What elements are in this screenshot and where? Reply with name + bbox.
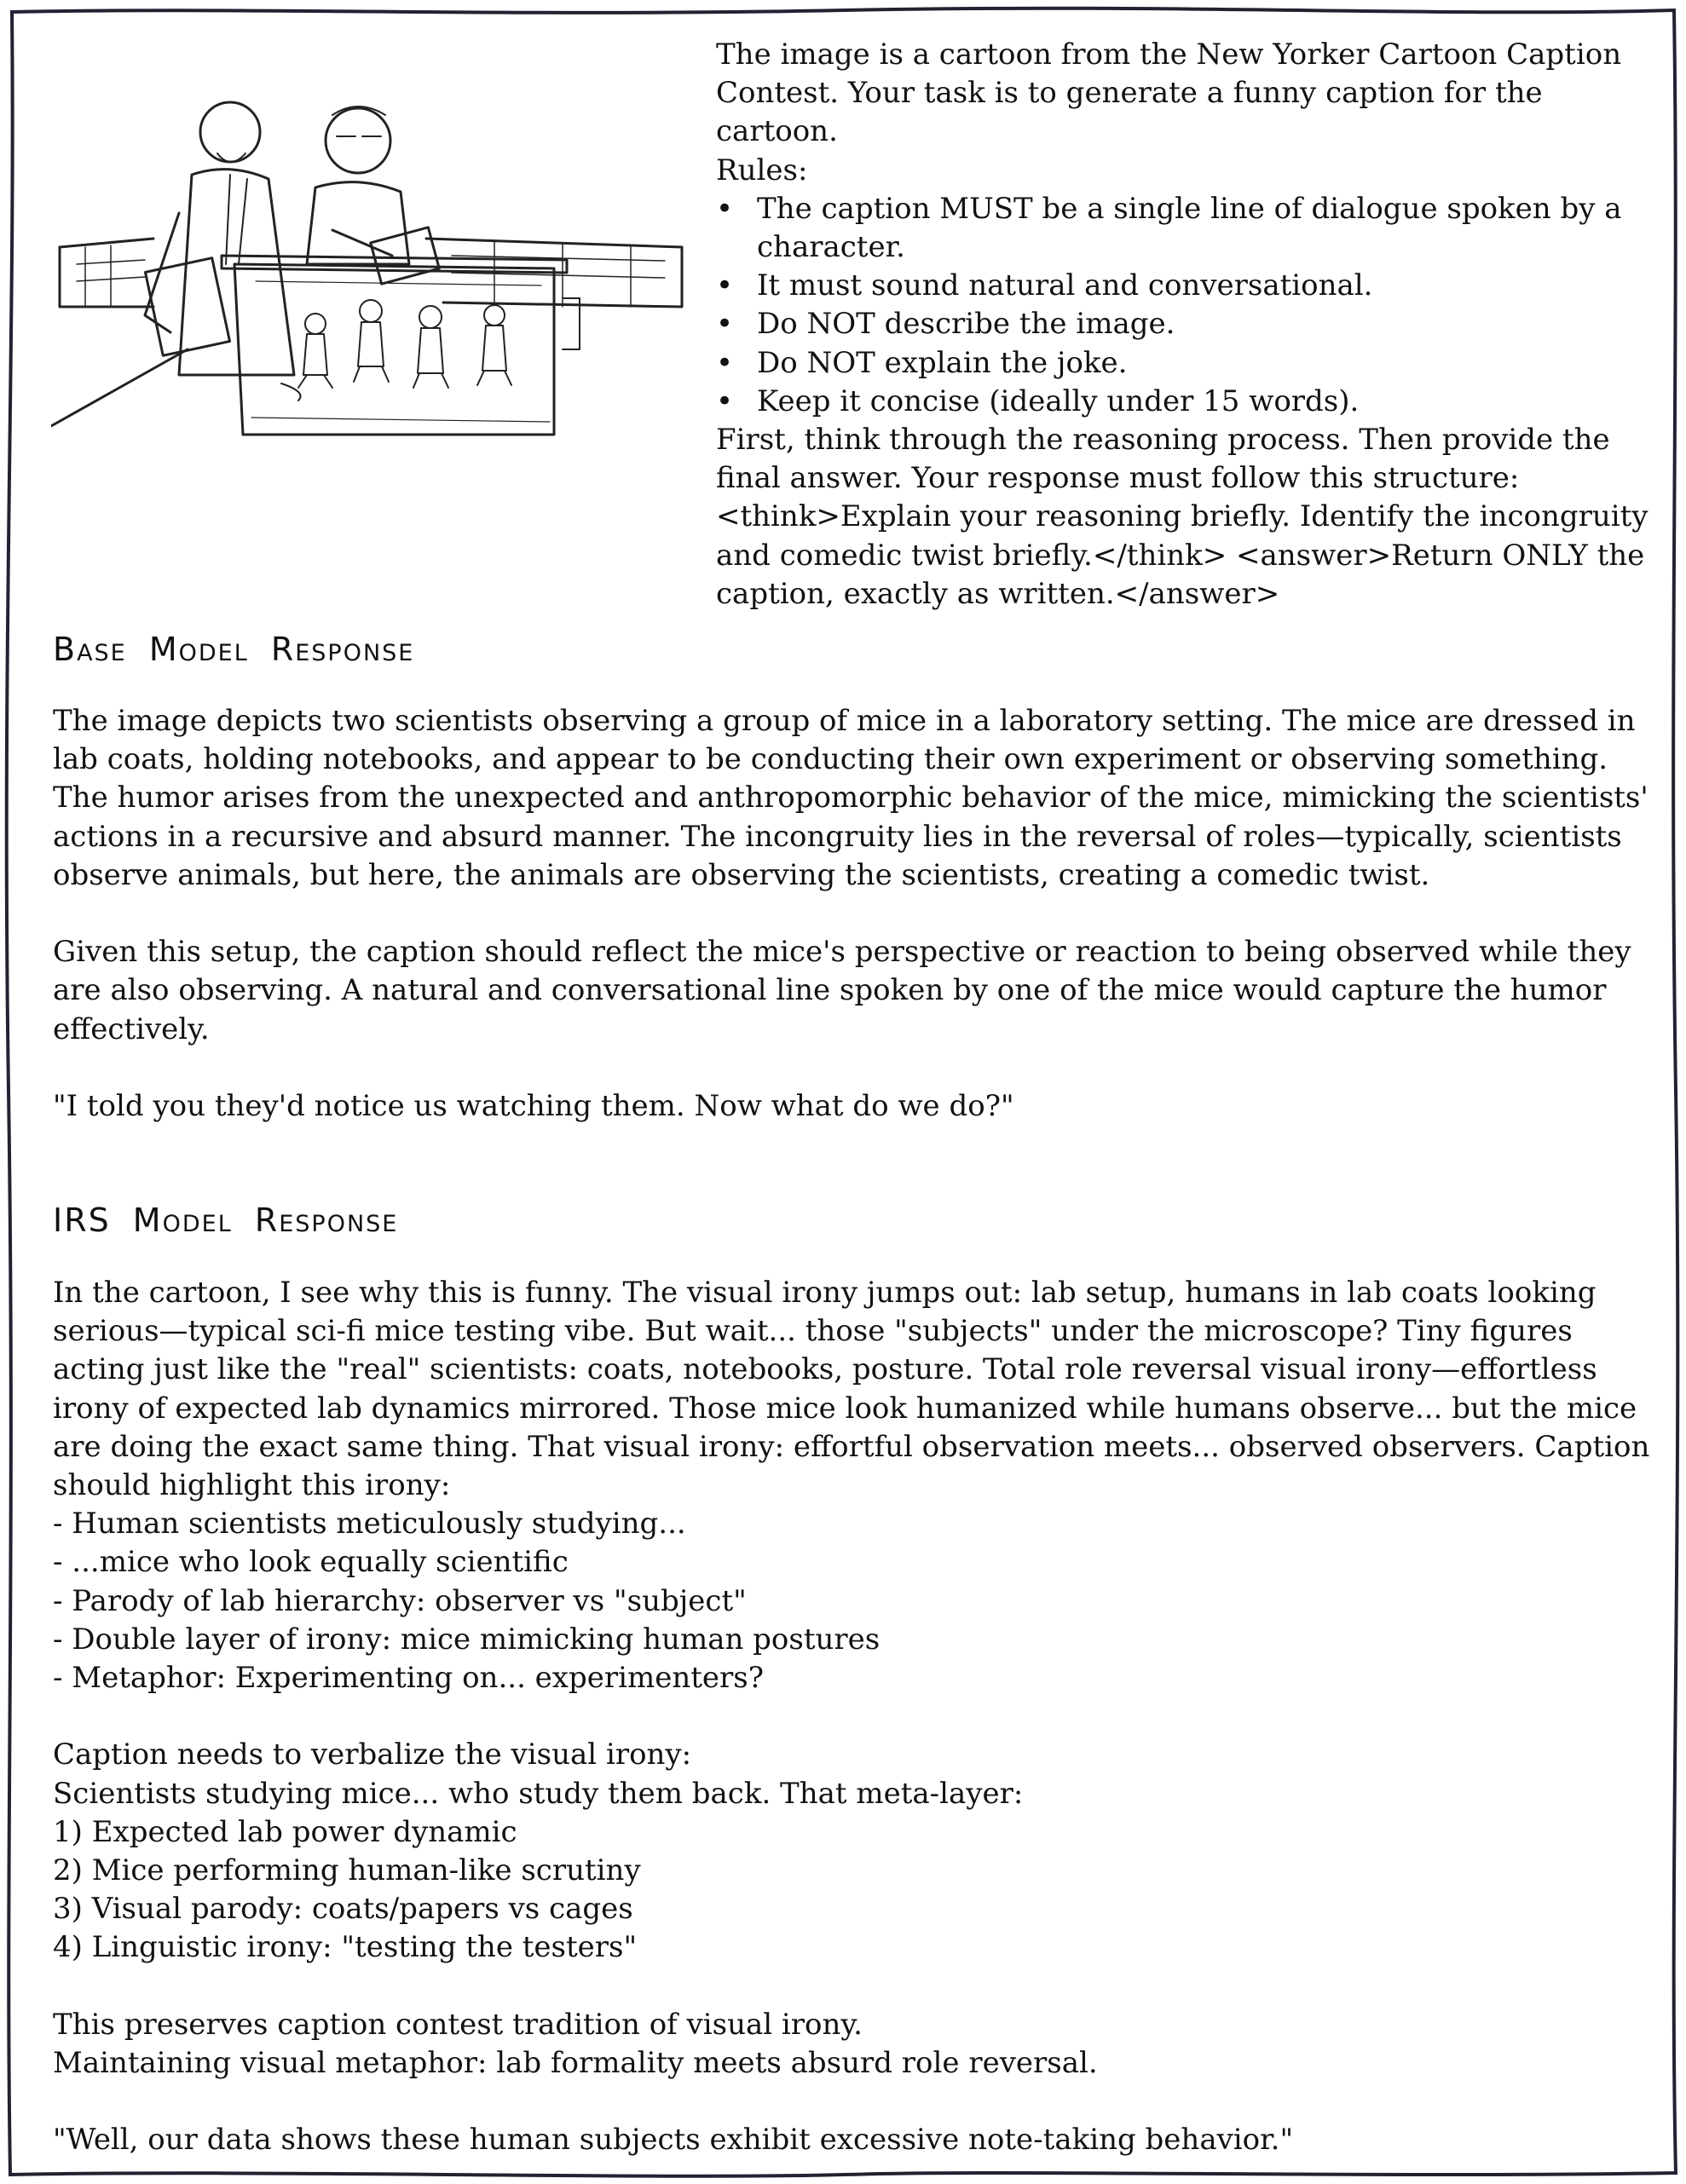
base-caption: "I told you they'd notice us watching them. Now what do we do?" (53, 1089, 1014, 1123)
irs-paragraph (53, 1736, 1655, 1812)
list-item: - Human scientists meticulously studying... (53, 1507, 686, 1541)
prompt-intro: The image is a cartoon from the New Yorker Cartoon Caption Contest. Your task is to generate a funny caption for the cartoon. (716, 37, 1622, 149)
base-paragraph: The image depicts two scientists observing a group of mice in a laboratory setting. The mice are dressed in lab coats, holding notebooks, and appear to be conducting their own experiment or observing something. The humor arises from the unexpected and anthropomorphic behavior of the mice, mimicking the scientists' actions in a recursive and absurd manner. The incongruity lies in the reversal of roles—typically, scientists observe animals, but here, the animals are observing the scientists, creating a comedic twist. (53, 704, 1648, 892)
rule-item: • Keep it concise (ideally under 15 words). (716, 383, 1654, 421)
irs-list (53, 1505, 1655, 1697)
text-line: Scientists studying mice... who study them back. That meta-layer: (53, 1776, 1024, 1811)
list-item: - Metaphor: Experimenting on... experimenters? (53, 1661, 764, 1696)
rule-item: • It must sound natural and conversational. (716, 267, 1654, 305)
rule-item: • Do NOT describe the image. (716, 305, 1654, 343)
irs-paragraph (53, 2006, 1655, 2083)
list-item: 1) Expected lab power dynamic (53, 1814, 517, 1849)
list-item: - Double layer of irony: mice mimicking human postures (53, 1622, 881, 1657)
base-paragraph: Given this setup, the caption should reflect the mice's perspective or reaction to being observed while they are also observing. A natural and conversational line spoken by one of the mice would capture the humor effectively. (53, 935, 1631, 1046)
text-line: This preserves caption contest tradition of visual irony. (53, 2007, 863, 2042)
rules-label: Rules: (716, 153, 808, 187)
text-line: Maintaining visual metaphor: lab formality meets absurd role reversal. (53, 2046, 1098, 2081)
text-line: Caption needs to verbalize the visual irony: (53, 1737, 692, 1772)
base-response (53, 702, 1655, 1126)
rule-item: • Do NOT explain the joke. (716, 344, 1654, 383)
list-item: - ...mice who look equally scientific (53, 1545, 569, 1580)
rules-list (716, 190, 1654, 421)
list-item: - Parody of lab hierarchy: observer vs "subject" (53, 1583, 747, 1618)
prompt-text (716, 36, 1654, 614)
prompt-instructions: First, think through the reasoning process. Then provide the final answer. Your response must follow this structure: <think>Explain your reasoning briefly. Identify the incongruity and comedic twist briefly.</think> <answer>Return ONLY the caption, exactly as written.</answer> (716, 423, 1648, 611)
irs-heading: IRS Model Response (53, 1201, 399, 1239)
irs-paragraph: In the cartoon, I see why this is funny. The visual irony jumps out: lab setup, humans in lab coats looking serious—typical sci-fi mice testing vibe. But wait... those "subjects" under the microscope? Tiny figures acting just like the "real" scientists: coats, notebooks, posture. Total role reversal visual irony—effortless irony of expected lab dynamics mirrored. Those mice look humanized while humans observe... but the mice are doing the exact same thing. That visual irony: effortful observation meets... observed observers. Caption should highlight this irony: (53, 1276, 1650, 1503)
list-item: 2) Mice performing human-like scrutiny (53, 1853, 641, 1888)
rule-item: • The caption MUST be a single line of dialogue spoken by a character. (716, 190, 1654, 267)
base-heading: Base Model Response (53, 631, 415, 668)
irs-response (53, 1274, 1655, 2160)
irs-caption: "Well, our data shows these human subjects exhibit excessive note-taking behavior." (53, 2123, 1294, 2158)
list-item: 4) Linguistic irony: "testing the testers" (53, 1930, 638, 1965)
irs-numbered-list (53, 1813, 1655, 1968)
list-item: 3) Visual parody: coats/papers vs cages (53, 1892, 633, 1927)
cartoon-image (51, 94, 699, 452)
